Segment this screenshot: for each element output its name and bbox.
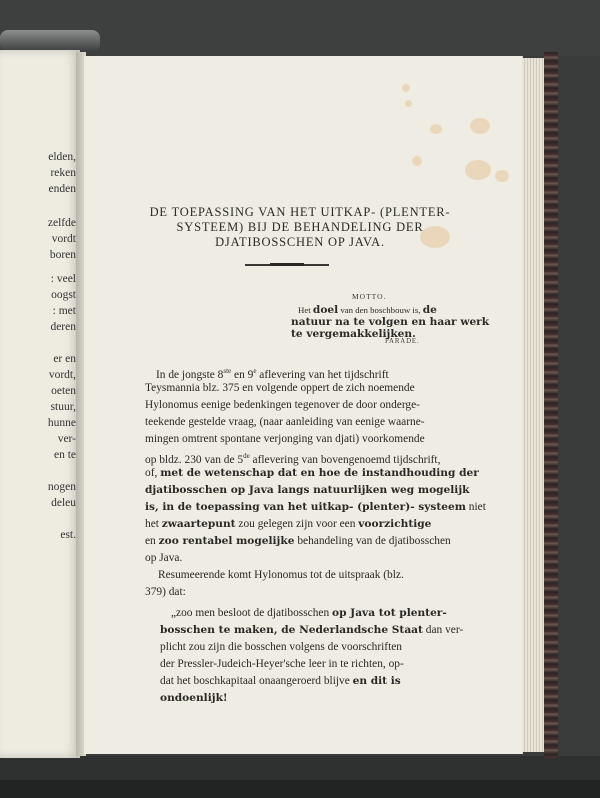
article-title-line: DE TOEPASSING VAN HET UITKAP- (PLENTER- — [149, 205, 451, 219]
left-page-fragment: oeten — [51, 385, 76, 397]
motto-line: natuur na te volgen en haar werk — [291, 316, 490, 328]
foxing-stain — [402, 84, 410, 92]
body-text-line: het zwaartepunt zou gelegen zijn voor een voorzichtige — [145, 518, 432, 530]
left-page-fragment: boren — [49, 249, 76, 261]
quote-line: der Pressler-Judeich-Heyer'sche leer in te richten, op- — [160, 658, 404, 670]
title-divider-center — [270, 263, 304, 266]
body-text-line: of, met de wetenschap dat en hoe de instandhouding der — [145, 467, 479, 479]
book-clamp-rod — [0, 30, 100, 52]
left-page-fragment: hunne — [47, 417, 76, 429]
body-text-line: op Java. — [145, 552, 183, 564]
left-page-fragment: en te — [53, 449, 76, 461]
quote-line: dat het boschkapitaal onaangeroerd blijve en dit is — [160, 675, 401, 687]
foxing-stain — [405, 100, 412, 107]
left-page-fragment: deleu — [51, 497, 76, 509]
scanner-rail — [0, 780, 600, 798]
left-page-fragment: enden — [48, 183, 76, 195]
article-title-line: DJATIBOSSCHEN OP JAVA. — [215, 235, 385, 249]
motto-line: Het doel van den boschbouw is, de — [298, 304, 437, 316]
left-page — [0, 50, 80, 758]
left-page-fragment: ver- — [57, 433, 76, 445]
article-title-line: SYSTEEM) BIJ DE BEHANDELING DER — [176, 220, 424, 234]
body-text-line: Hylonomus eenige bedenkingen tegenover de door onderge- — [145, 399, 420, 411]
body-text-line: teekende gestelde vraag, (naar aanleiding van eenige waarne- — [145, 416, 425, 428]
quote-line: „zoo men besloot de djatibosschen op Java tot plenter- — [171, 607, 447, 619]
left-page-fragment: zelfde — [47, 217, 76, 229]
foxing-stain — [430, 124, 442, 134]
motto-label: MOTTO. — [352, 292, 387, 301]
foxing-stain — [412, 156, 422, 166]
quote-line: bosschen te maken, de Nederlandsche Staat dan ver- — [160, 624, 464, 636]
left-page-fragment: : met — [52, 305, 76, 317]
left-page-fragment: : veel — [50, 273, 76, 285]
page-edges — [522, 58, 544, 752]
motto-author: PARADE. — [385, 338, 420, 345]
left-page-fragment: elden, — [48, 151, 76, 163]
body-text-line: djatibosschen op Java langs natuurlijken weg mogelijk — [145, 484, 470, 496]
body-text-line: Teysmannia blz. 375 en volgende oppert de zich noemende — [145, 382, 415, 394]
body-text-line: Resumeerende komt Hylonomus tot de uitspraak (blz. — [158, 569, 404, 581]
body-text-line: op bldz. 230 van de 5de aflevering van bovengenoemd tijdschrift, — [145, 452, 441, 466]
body-text-line: In de jongste 8ste en 9e aflevering van het tijdschrift — [156, 367, 389, 381]
body-text-line: is, in de toepassing van het uitkap- (plenter)- systeem niet — [145, 501, 486, 513]
body-text-line: en zoo rentabel mogelijke behandeling van de djatibosschen — [145, 535, 451, 547]
quote-line: ondoenlijk! — [160, 692, 228, 704]
motto-line: te vergemakkelijken. — [291, 328, 416, 340]
left-page-fragment: vordt, — [48, 369, 76, 381]
left-page-fragment: er en — [53, 353, 76, 365]
foxing-stain — [465, 160, 491, 180]
left-page-fragment: oogst — [51, 289, 76, 301]
foxing-stain — [495, 170, 509, 182]
left-page-fragment: est. — [60, 529, 76, 541]
left-page-fragment: reken — [50, 167, 76, 179]
left-page-fragment: deren — [50, 321, 76, 333]
foxing-stain — [470, 118, 490, 134]
left-page-fragment: nogen — [47, 481, 76, 493]
body-text-line: mingen omtrent spontane verjonging van djati) voorkomende — [145, 433, 425, 445]
body-text-line: 379) dat: — [145, 586, 186, 598]
left-page-fragment: vordt — [51, 233, 76, 245]
left-page-fragment: stuur, — [50, 401, 76, 413]
book-cover-edge — [544, 52, 558, 758]
quote-line: plicht zou zijn die bosschen volgens de voorschriften — [160, 641, 402, 653]
